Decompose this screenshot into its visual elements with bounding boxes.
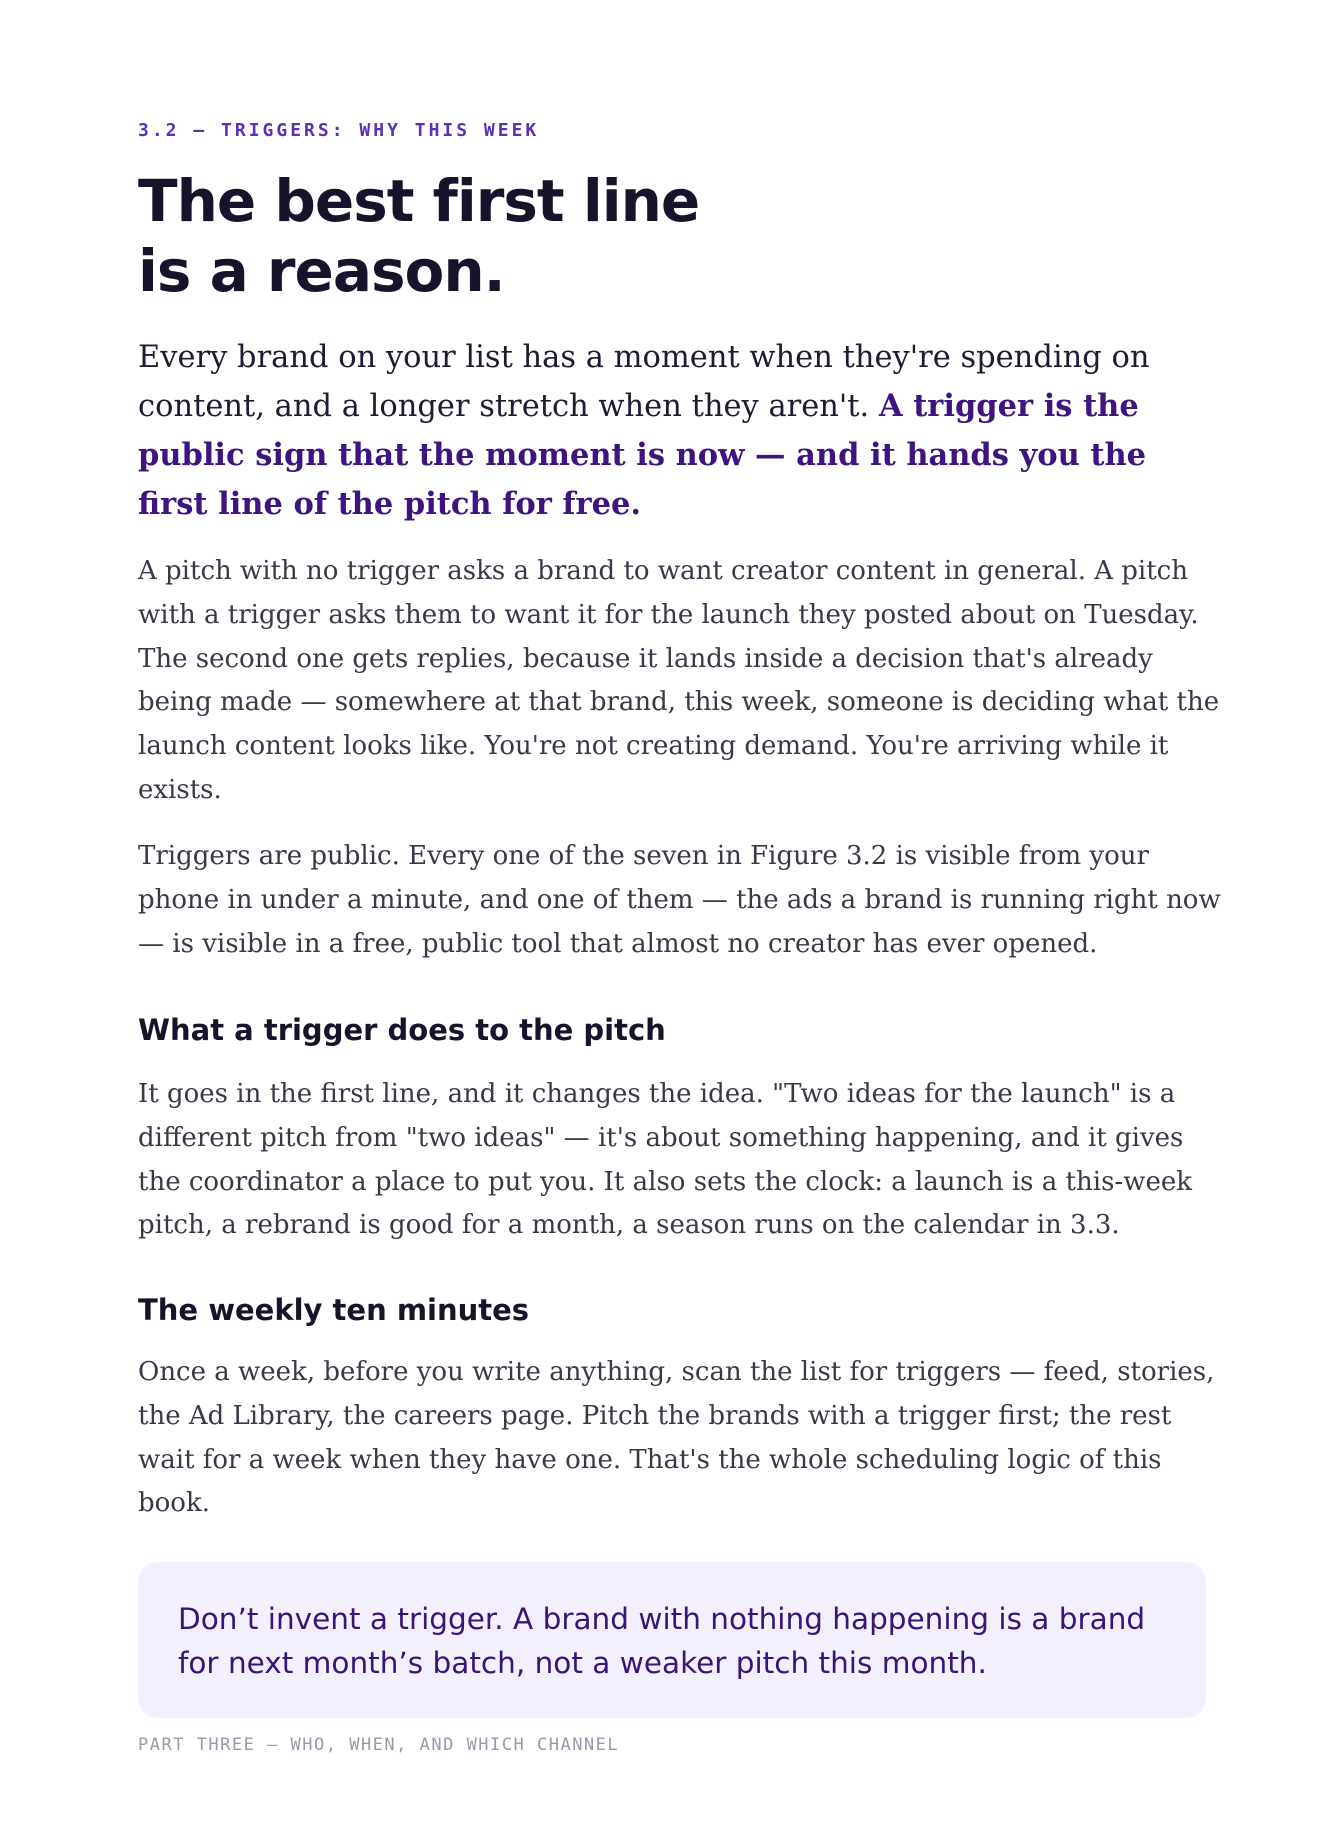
body-paragraph-no-trigger: A pitch with no trigger asks a brand to want creator content in general. A pitch with a trigger asks them to want it for the launch they posted about on Tuesday. The second one gets replies, because it lands inside a decision that's already being made — somewhere at that brand, this week, someone is deciding what the launch content looks like. You're not creating demand. You're arriving while it exists. xyxy=(138,556,1220,805)
lede-emphasis-text: A trigger is the public sign that the moment is now — and it hands you the first line of the pitch for free. xyxy=(138,388,1147,522)
page-title xyxy=(138,166,699,306)
section-label: 3.2 — TRIGGERS: WHY THIS WEEK xyxy=(138,120,540,141)
lede-plain-text: Every brand on your list has a moment when they're spending on content, and a longer stretch when they aren't. xyxy=(138,340,1150,424)
body-paragraph-triggers-public: Triggers are public. Every one of the seven in Figure 3.2 is visible from your phone in under a minute, and one of them — the ads a brand is running right now — is visible in a free, public tool that almost no creator has ever opened. xyxy=(138,841,1221,959)
subhead-trigger-effect: What a trigger does to the pitch xyxy=(138,1013,666,1047)
subhead-weekly-ten-minutes: The weekly ten minutes xyxy=(138,1293,530,1327)
callout-box xyxy=(138,1562,1206,1718)
body-paragraph-first-line: It goes in the first line, and it changes the idea. "Two ideas for the launch" is a different pitch from "two ideas" — it's about something happening, and it gives the coordinator a place to put you. It also sets the clock: a launch is a this-week pitch, a rebrand is good for a month, a season runs on the calendar in 3.3. xyxy=(138,1079,1192,1241)
page-title-line-2: is a reason. xyxy=(138,237,505,305)
page-title-line-1: The best first line xyxy=(138,167,700,235)
page-footer: PART THREE — WHO, WHEN, AND WHICH CHANNEL xyxy=(138,1735,620,1755)
callout-text: Don’t invent a trigger. A brand with nothing happening is a brand for next month’s batch, not a weaker pitch this month. xyxy=(178,1602,1146,1680)
lede-paragraph xyxy=(138,334,1213,529)
body-paragraph-weekly-scan: Once a week, before you write anything, scan the list for triggers — feed, stories, the Ad Library, the careers page. Pitch the brands with a trigger first; the rest wait for a week when they have one. That's the whole scheduling logic of this book. xyxy=(138,1357,1215,1519)
